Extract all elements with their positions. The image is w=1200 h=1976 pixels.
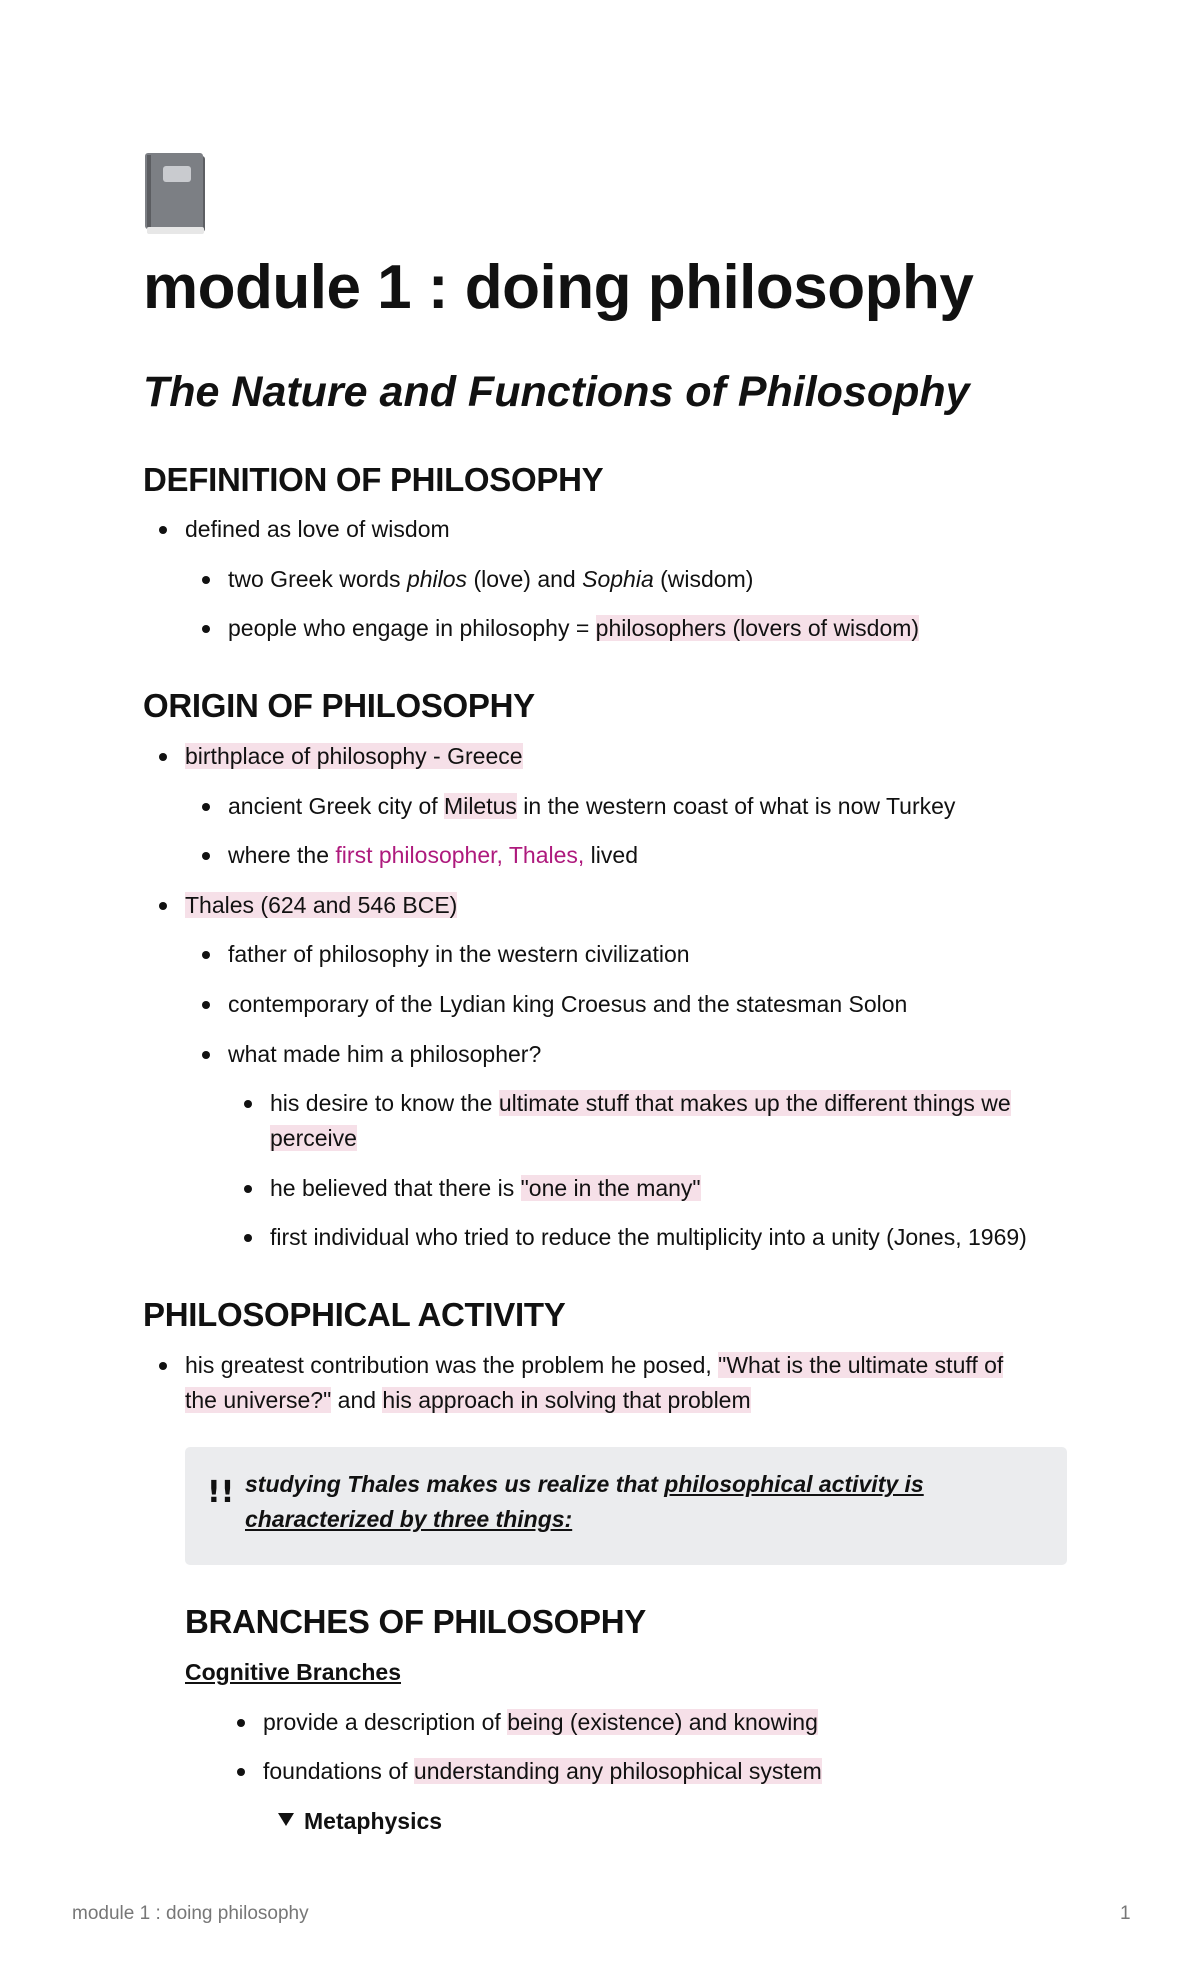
highlight: the universe?": [185, 1387, 332, 1413]
list-item: his desire to know the ultimate stuff that makes up the different things we: [270, 1086, 1011, 1121]
list-item: [185, 739, 523, 774]
list-item: contemporary of the Lydian king Croesus and the statesman Solon: [228, 987, 907, 1022]
highlight: Thales (624 and 546 BCE): [185, 892, 458, 918]
toggle-metaphysics[interactable]: [278, 1804, 442, 1839]
list-item: ancient Greek city of Miletus in the western coast of what is now Turkey: [228, 789, 955, 824]
highlight: philosophers (lovers of wisdom): [595, 615, 920, 641]
highlight: perceive: [270, 1125, 357, 1151]
highlight: understanding any philosophical system: [413, 1758, 822, 1784]
double-exclamation-icon: !!: [207, 1475, 235, 1510]
callout-box: [185, 1447, 1067, 1565]
list-item: he believed that there is "one in the many": [270, 1171, 701, 1206]
toggle-label: Metaphysics: [304, 1808, 443, 1834]
list-item-continuation: the universe?" and his approach in solving that problem: [185, 1387, 751, 1413]
list-item: people who engage in philosophy = philosophers (lovers of wisdom): [228, 611, 919, 646]
list-item: what made him a philosopher?: [228, 1037, 541, 1072]
subheading-cognitive-branches: Cognitive Branches: [185, 1659, 401, 1685]
highlight: Miletus: [444, 793, 517, 819]
highlight: his approach in solving that problem: [382, 1387, 751, 1413]
list-item: father of philosophy in the western civilization: [228, 937, 690, 972]
highlight: birthplace of philosophy - Greece: [185, 743, 523, 769]
triangle-down-icon: [278, 1813, 294, 1826]
highlight: ultimate stuff that makes up the different things we: [498, 1090, 1011, 1116]
page-number: 1: [1120, 1903, 1131, 1924]
section-heading-origin: ORIGIN OF PHILOSOPHY: [143, 687, 535, 724]
list-item: his greatest contribution was the problem he posed, "What is the ultimate stuff of: [185, 1348, 1003, 1383]
section-heading-definition: DEFINITION OF PHILOSOPHY: [143, 461, 604, 498]
list-item-continuation: [270, 1121, 357, 1156]
list-item: foundations of understanding any philosophical system: [263, 1754, 822, 1789]
section-heading-branches: BRANCHES OF PHILOSOPHY: [185, 1603, 646, 1640]
highlight: "What is the ultimate stuff of: [718, 1352, 1004, 1378]
highlight: being (existence) and knowing: [507, 1709, 818, 1735]
footer-title: module 1 : doing philosophy: [72, 1903, 309, 1924]
list-item: defined as love of wisdom: [185, 512, 450, 547]
list-item: two Greek words philos (love) and Sophia (wisdom): [228, 562, 753, 597]
highlight: "one in the many": [520, 1175, 701, 1201]
list-item: first individual who tried to reduce the multiplicity into a unity (Jones, 1969): [270, 1220, 1027, 1255]
section-heading-activity: PHILOSOPHICAL ACTIVITY: [143, 1296, 566, 1333]
page-subtitle: The Nature and Functions of Philosophy: [143, 368, 970, 416]
callout-text: studying Thales makes us realize that philosophical activity is characterized by three things:: [245, 1471, 924, 1532]
page-title: module 1 : doing philosophy: [143, 253, 974, 322]
accent-text: first philosopher, Thales,: [335, 842, 585, 868]
list-item: provide a description of being (existence) and knowing: [263, 1705, 818, 1740]
book-icon: [143, 153, 209, 237]
list-item: [185, 888, 457, 923]
list-item: where the first philosopher, Thales, lived: [228, 838, 638, 873]
